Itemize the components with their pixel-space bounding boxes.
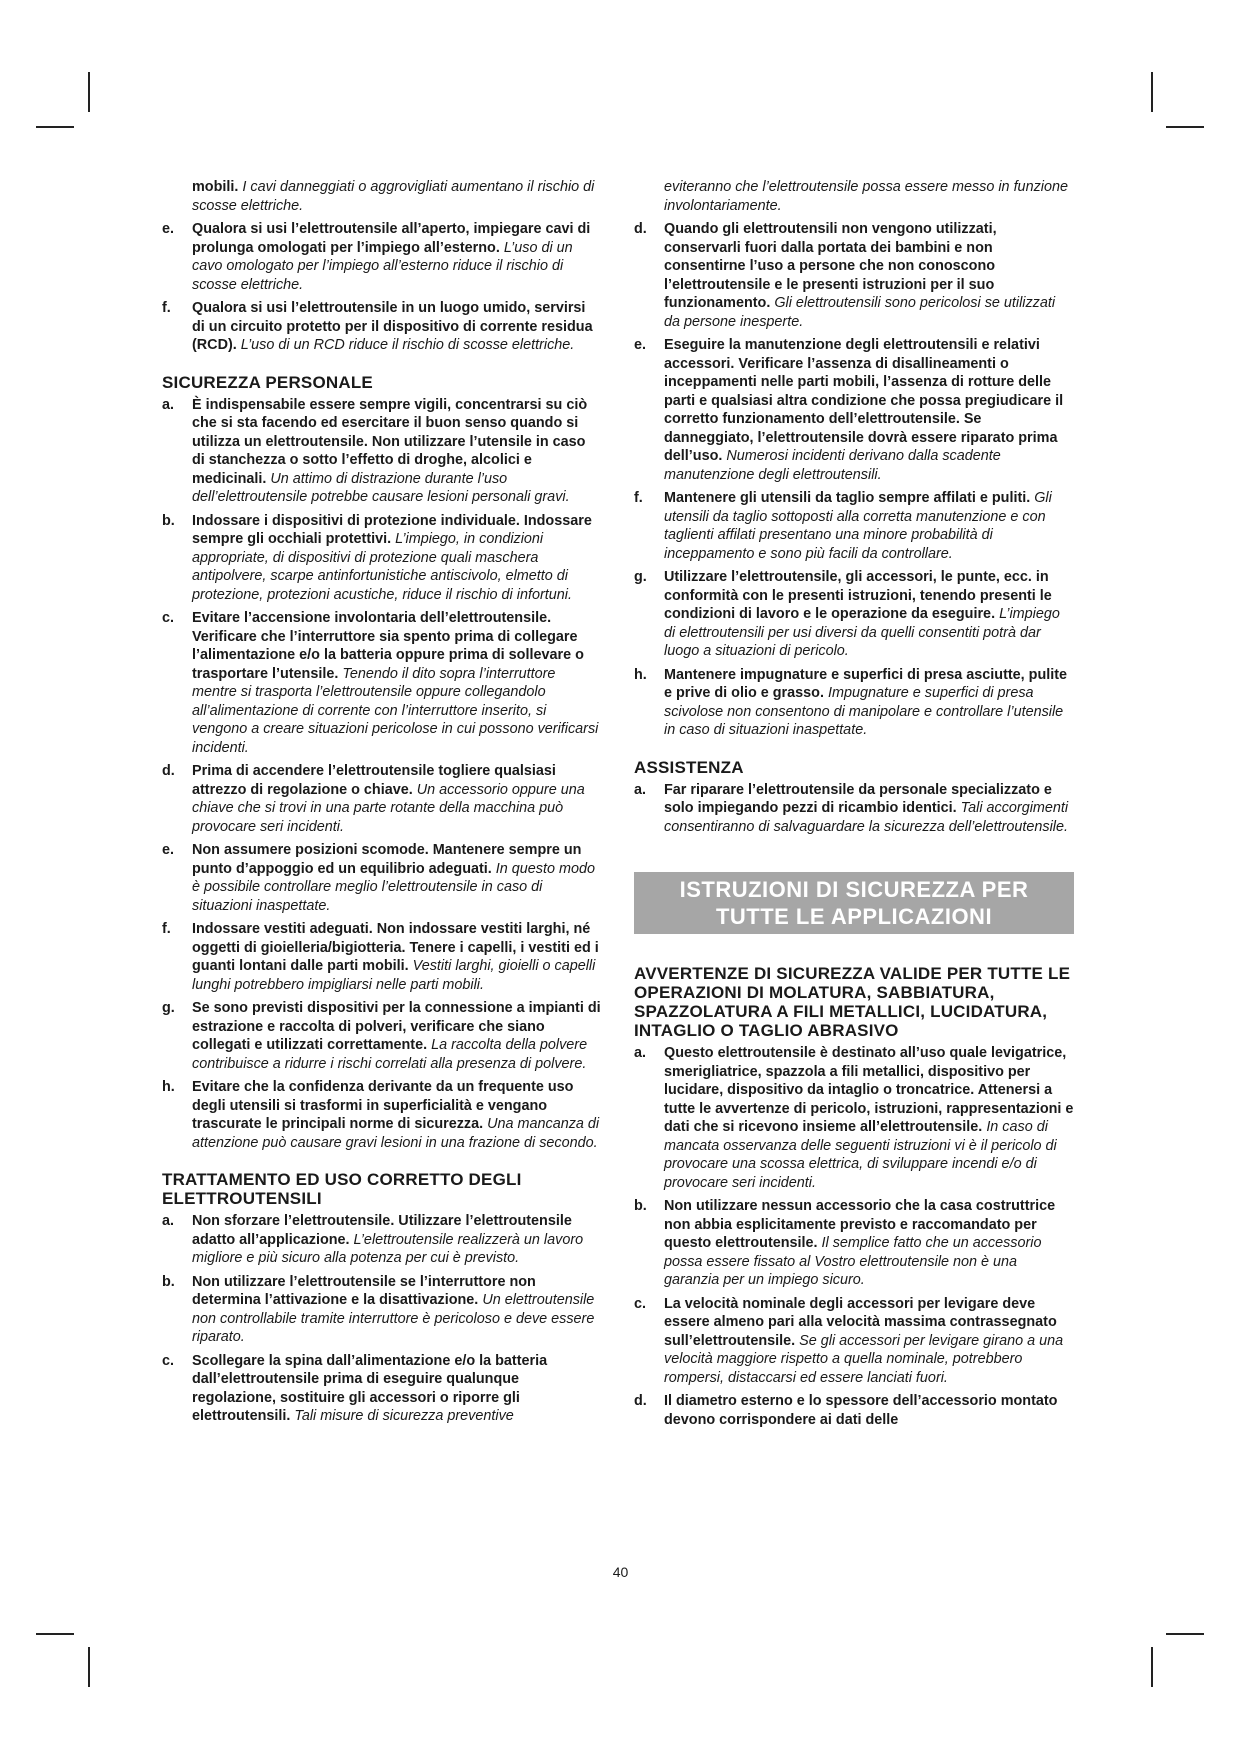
list-group bbox=[162, 1212, 602, 1426]
crop-mark bbox=[36, 126, 74, 128]
list-item bbox=[634, 781, 1074, 837]
list-group bbox=[634, 781, 1074, 837]
list-item bbox=[162, 1352, 602, 1426]
list-letter: b. bbox=[162, 1273, 175, 1290]
instruction-explanation: Tali misure di sicurezza preventive bbox=[294, 1408, 514, 1424]
instruction-explanation: L’elettroutensile realizzerà un lavoro migliore e più sicuro alla potenza per cui è previsto. bbox=[192, 1231, 584, 1266]
list-item bbox=[162, 609, 602, 757]
list-group bbox=[634, 220, 1074, 740]
instruction-bold: Non assumere posizioni scomode. Mantenere sempre un punto d’appoggio ed un equilibrio adeguati. bbox=[192, 842, 582, 877]
banner-line: ISTRUZIONI DI SICUREZZA PER bbox=[679, 877, 1029, 902]
list-letter: e. bbox=[162, 221, 175, 237]
instruction-explanation: L’uso di un cavo omologato per l’impiego all’esterno riduce il rischio di scosse elettriche. bbox=[192, 239, 573, 293]
list-letter: c. bbox=[162, 1352, 175, 1369]
list-letter: d. bbox=[162, 763, 175, 779]
instruction-bold: Non utilizzare l’elettroutensile se l’interruttore non determina l’attivazione e la disattivazione. bbox=[192, 1273, 536, 1308]
instruction-explanation: I cavi danneggiati o aggrovigliati aumentano il rischio di scosse elettriche. bbox=[192, 179, 595, 214]
list-letter: c. bbox=[634, 1295, 647, 1312]
list-letter: a. bbox=[634, 781, 647, 798]
instruction-explanation: Tali accorgimenti consentiranno di salvaguardare la sicurezza dell’elettroutensile. bbox=[664, 800, 1069, 835]
instruction-bold: Mantenere gli utensili da taglio sempre affilati e puliti. bbox=[664, 490, 1031, 506]
instruction-bold: Non utilizzare nessun accessorio che la casa costruttrice non abbia esplicitamente previsto e raccomandato per questo elettroutensile. bbox=[664, 1198, 1056, 1251]
instruction-bold: Evitare che la confidenza derivante da un frequente uso degli utensili si trasformi in superficialità e vengano trascurate le principali norme di sicurezza. bbox=[192, 1079, 574, 1132]
list-item bbox=[162, 220, 602, 294]
section-banner bbox=[634, 872, 1074, 934]
list-item bbox=[162, 999, 602, 1073]
list-item bbox=[162, 1273, 602, 1347]
list-letter: a. bbox=[162, 396, 175, 413]
instruction-bold: Mantenere impugnature e superfici di presa asciutte, pulite e prive di olio e grasso. bbox=[664, 666, 1068, 701]
crop-mark bbox=[36, 1633, 74, 1635]
page-number: 40 bbox=[612, 1564, 629, 1580]
list-letter: b. bbox=[162, 512, 175, 529]
instruction-explanation: In questo modo è possibile controllare meglio l’elettroutensile in caso di situazioni inaspettate. bbox=[192, 860, 595, 914]
crop-mark bbox=[1166, 126, 1204, 128]
continued-paragraph bbox=[634, 178, 1074, 215]
crop-mark bbox=[1151, 1647, 1153, 1687]
list-item bbox=[162, 841, 602, 915]
section-heading: AVVERTENZE DI SICUREZZA VALIDE PER TUTTE LE OPERAZIONI DI MOLATURA, SABBIATURA, SPAZZOLATURA A FILI METALLICI, LUCIDATURA, INTAGLIO O TAGLIO ABRASIVO bbox=[634, 964, 1071, 1040]
instruction-bold: Eseguire la manutenzione degli elettroutensili e relativi accessori. Verificare l’assenza di disallineamenti o inceppamenti nelle parti mobili, l’assenza di rotture delle parti e qualsiasi altra condizione che possa pregiudicare il corretto funzionamento dell’elettroutensile. Se danneggiato, l’elettroutensile dovrà essere riparato prima dell’uso. bbox=[664, 337, 1064, 464]
instruction-explanation: Gli elettroutensili sono pericolosi se utilizzati da persone inesperte. bbox=[664, 295, 1056, 330]
list-letter: g. bbox=[162, 1000, 175, 1016]
instruction-bold: Indossare vestiti adeguati. Non indossare vestiti larghi, né oggetti di gioielleria/bigiotteria. Tenere i capelli, i vestiti ed i guanti lontani dalle parti mobili. bbox=[192, 921, 599, 974]
banner-line: TUTTE LE APPLICAZIONI bbox=[715, 904, 993, 929]
instruction-bold: Utilizzare l’elettroutensile, gli accessori, le punte, ecc. in conformità con le presenti istruzioni, tenendo presenti le condizioni di lavoro e le operazione da eseguire. bbox=[664, 569, 1052, 622]
instruction-explanation: L’uso di un RCD riduce il rischio di scosse elettriche. bbox=[240, 337, 575, 353]
list-letter: g. bbox=[634, 569, 647, 585]
instruction-explanation: Gli utensili da taglio sottoposti alla corretta manutenzione e con taglienti affilati presentano una minore probabilità di inceppamento e sono più facili da controllare. bbox=[664, 490, 1052, 562]
instruction-explanation: Una mancanza di attenzione può causare gravi lesioni in una frazione di secondo. bbox=[192, 1116, 600, 1151]
instruction-explanation: L’impiego di elettroutensili per usi diversi da quelli consentiti potrà dar luogo a situazioni di pericolo. bbox=[664, 606, 1060, 659]
instruction-explanation: Vestiti larghi, gioielli o capelli lunghi potrebbero impigliarsi nelle parti mobili. bbox=[192, 958, 596, 993]
instruction-bold: Questo elettroutensile è destinato all’uso quale levigatrice, smerigliatrice, spazzola a fili metallici, dispositivo per lucidare, dispositivo da intaglio o troncatrice. Attenersi a tutte le avvertenze di pericolo, istruzioni, rappresentazioni e dati che si ricevono insieme all’elettroutensile. bbox=[664, 1045, 1074, 1135]
list-item bbox=[162, 762, 602, 836]
section-heading: ASSISTENZA bbox=[634, 757, 744, 777]
list-letter: d. bbox=[634, 1393, 647, 1409]
instruction-bold: La velocità nominale degli accessori per levigare deve essere almeno pari alla velocità massima contrassegnato sull’elettroutensile. bbox=[664, 1295, 1057, 1349]
list-letter: f. bbox=[634, 490, 643, 506]
list-letter: b. bbox=[634, 1198, 647, 1214]
list-item bbox=[634, 1044, 1074, 1192]
crop-mark bbox=[1151, 72, 1153, 112]
instruction-explanation: Numerosi incidenti derivano dalla scadente manutenzione degli elettroutensili. bbox=[664, 448, 1001, 483]
list-item bbox=[162, 396, 602, 507]
instruction-explanation: In caso di mancata osservanza delle seguenti istruzioni vi è il pericolo di provocare una scossa elettrica, di sviluppare incendi e/o di provocare seri incidenti. bbox=[664, 1119, 1057, 1191]
list-item bbox=[634, 336, 1074, 484]
list-letter: f. bbox=[162, 300, 171, 316]
instruction-explanation: La raccolta della polvere contribuisce a ridurre i rischi correlati alla presenza di polvere. bbox=[192, 1037, 588, 1072]
list-item bbox=[162, 1078, 602, 1152]
instruction-explanation: Impugnature e superfici di presa scivolose non consentono di manipolare e controllare l’utensile in caso di situazioni inaspettate. bbox=[664, 685, 1064, 738]
crop-mark bbox=[88, 72, 90, 112]
list-letter: c. bbox=[162, 610, 175, 626]
instruction-bold: Il diametro esterno e lo spessore dell’accessorio montato devono corrispondere ai dati delle bbox=[664, 1393, 1058, 1428]
instruction-bold: mobili. bbox=[192, 179, 239, 195]
continued-paragraph bbox=[162, 178, 602, 215]
list-letter: f. bbox=[162, 921, 171, 937]
list-item bbox=[634, 568, 1074, 661]
instruction-bold: Indossare i dispositivi di protezione individuale. Indossare sempre gli occhiali protettivi. bbox=[192, 512, 592, 547]
section-heading: SICUREZZA PERSONALE bbox=[162, 372, 373, 392]
list-item bbox=[634, 666, 1074, 740]
list-item bbox=[634, 1392, 1074, 1429]
list-letter: e. bbox=[634, 337, 647, 353]
crop-mark bbox=[88, 1647, 90, 1687]
instruction-bold: Se sono previsti dispositivi per la connessione a impianti di estrazione e raccolta di polveri, verificare che siano collegati e utilizzati correttamente. bbox=[192, 1000, 601, 1053]
list-item bbox=[634, 220, 1074, 331]
instruction-explanation: eviteranno che l’elettroutensile possa essere messo in funzione involontariamente. bbox=[664, 179, 1068, 214]
instruction-bold: Far riparare l’elettroutensile da personale specializzato e solo impiegando pezzi di ricambio identici. bbox=[664, 781, 1052, 816]
list-letter: h. bbox=[634, 666, 647, 683]
list-letter: a. bbox=[634, 1045, 647, 1061]
list-item bbox=[634, 1197, 1074, 1290]
instruction-bold: Non sforzare l’elettroutensile. Utilizzare l’elettroutensile adatto all’applicazione. bbox=[192, 1213, 572, 1248]
instruction-explanation: Se gli accessori per levigare girano a una velocità maggiore rispetto a quella nominale, potrebbero rompersi, distaccarsi ed essere lanciati fuori. bbox=[664, 1332, 1064, 1386]
list-item bbox=[634, 1295, 1074, 1388]
instruction-explanation: Un elettroutensile non controllabile tramite interruttore è pericoloso e deve essere riparato. bbox=[192, 1292, 595, 1345]
list-letter: a. bbox=[162, 1213, 175, 1229]
list-letter: d. bbox=[634, 221, 647, 237]
instruction-explanation: L’impiego, in condizioni appropriate, di dispositivi di protezione quali maschera antipolvere, scarpe antinfortunistiche antiscivolo, elmetto di protezione, protezioni acustiche, riduce il rischio di infortuni. bbox=[192, 531, 572, 603]
instruction-bold: Prima di accendere l’elettroutensile togliere qualsiasi attrezzo di regolazione o chiave. bbox=[192, 763, 556, 798]
list-item bbox=[162, 299, 602, 355]
list-letter: e. bbox=[162, 842, 175, 858]
list-letter: h. bbox=[162, 1079, 175, 1095]
left-column bbox=[162, 178, 602, 1431]
instruction-explanation: Il semplice fatto che un accessorio possa essere fissato al Vostro elettroutensile non è una garanzia per un impiego sicuro. bbox=[664, 1235, 1042, 1288]
instruction-bold: Qualora si usi l’elettroutensile all’aperto, impiegare cavi di prolunga omologati per l’impiego all’esterno. bbox=[192, 221, 591, 256]
section-heading: TRATTAMENTO ED USO CORRETTO DEGLI ELETTROUTENSILI bbox=[162, 1170, 522, 1208]
list-item bbox=[162, 920, 602, 994]
right-column bbox=[634, 178, 1074, 1434]
list-group bbox=[634, 1044, 1074, 1429]
instruction-explanation: Tenendo il dito sopra l’interruttore mentre si trasporta l’elettroutensile oppure collegandolo all’alimentazione di corrente con l’interruttore inserito, si vengono a creare situazioni pericolose in cui possono verificarsi incidenti. bbox=[192, 665, 599, 756]
instruction-bold: Scollegare la spina dall’alimentazione e/o la batteria dall’elettroutensile prima di eseguire qualunque regolazione, sostituire gli accessori o riporre gli elettroutensili. bbox=[192, 1352, 548, 1424]
instruction-explanation: Un attimo di distrazione durante l’uso dell’elettroutensile potrebbe causare lesioni personali gravi. bbox=[192, 470, 570, 505]
list-item bbox=[634, 489, 1074, 563]
instruction-bold: Quando gli elettroutensili non vengono utilizzati, conservarli fuori dalla portata dei bambini e non consentirne l’uso a persone che non conoscono l’elettroutensile e le presenti istruzioni per il suo funzionamento. bbox=[664, 221, 997, 311]
instruction-bold: È indispensabile essere sempre vigili, concentrarsi su ciò che si sta facendo ed esercitare il buon senso quando si utilizza un elettroutensile. Non utilizzare l’utensile in caso di stanchezza o sotto l’effetto di droghe, alcolici e medicinali. bbox=[192, 396, 588, 487]
crop-mark bbox=[1166, 1633, 1204, 1635]
list-group bbox=[162, 396, 602, 1153]
instruction-explanation: Un accessorio oppure una chiave che si trovi in una parte rotante della macchina può provocare seri incidenti. bbox=[192, 781, 585, 835]
list-item bbox=[162, 512, 602, 605]
list-group bbox=[162, 220, 602, 355]
list-item bbox=[162, 1212, 602, 1268]
instruction-bold: Qualora si usi l’elettroutensile in un luogo umido, servirsi di un circuito protetto per il dispositivo di corrente residua (RCD). bbox=[192, 300, 593, 353]
instruction-bold: Evitare l’accensione involontaria dell’elettroutensile. Verificare che l’interruttore sia spento prima di collegare l’alimentazione e/o la batteria oppure prima di sollevare o trasportare l’utensile. bbox=[192, 610, 584, 682]
